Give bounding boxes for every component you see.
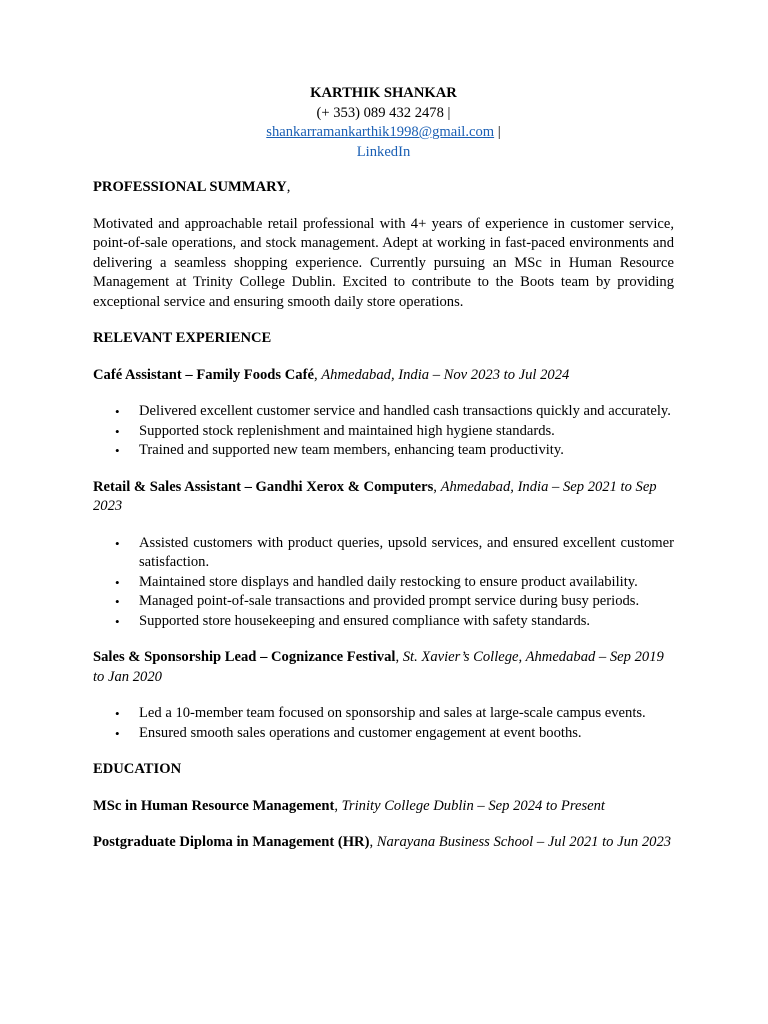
job-title [93,366,674,386]
bullet-text: Delivered excellent customer service and handled cash transactions quickly and accurately. [139,403,671,419]
summary-text: Motivated and approachable retail professional with 4+ years of experience in customer service, point-of-sale operations, and stock management. Adept at working in fast-paced environments and delivering a seamless shopping experience. Currently pursuing an MSc in Human Resource Management at Trinity College Dublin. Excited to contribute to the Boots team by providing exceptional service and ensuring smooth daily store operations. [93,215,674,310]
list-item [93,612,674,632]
bullet-text: Supported store housekeeping and ensured compliance with safety standards. [139,612,591,629]
experience-list [93,366,674,744]
job-title [93,478,674,517]
list-item [93,573,674,593]
job-bullet-list [93,534,674,632]
bullet-text: Maintained store displays and handled daily restocking to ensure product availability. [139,573,638,590]
job-details: Ahmedabad, India – Sep 2021 to Sep 2023 [93,478,657,514]
education-item [93,797,674,817]
job-bullet-list [93,704,674,743]
linkedin-link[interactable]: LinkedIn [356,143,411,160]
bullet-text: Managed point-of-sale transactions and provided prompt service during busy periods. [139,593,640,609]
list-item [93,724,674,744]
degree-separator: , [369,834,377,850]
bullet-icon: • [115,404,120,419]
email-link[interactable]: shankarramankarthik1998@gmail.com [266,124,495,140]
job-details: St. Xavier’s College, Ahmedabad – Sep 2019 to Jan 2020 [93,649,664,685]
bullet-text: Trained and supported new team members, enhancing team productivity. [139,442,564,458]
degree-details: Narayana Business School – Jul 2021 to Jun 2023 [376,834,672,850]
list-item [93,422,674,442]
bullet-icon: • [115,535,120,551]
bullet-icon: • [115,725,120,741]
bullet-text: Ensured smooth sales operations and customer engagement at event booths. [139,724,582,741]
job-title [93,648,674,687]
job-separator: , [433,478,441,495]
bullet-icon: • [115,443,120,458]
bullet-text: Supported stock replenishment and maintained high hygiene standards. [139,422,555,439]
candidate-name: KARTHIK SHANKAR [310,85,457,101]
bullet-icon: • [115,423,120,439]
bullet-text: Led a 10-member team focused on sponsorship and sales at large-scale campus events. [139,705,646,721]
degree-details: Trinity College Dublin – Sep 2024 to Present [341,797,605,814]
degree-name: Postgraduate Diploma in Management (HR) [93,834,370,850]
job-details: Ahmedabad, India – Nov 2023 to Jul 2024 [321,366,570,383]
bullet-icon: • [115,574,120,590]
degree-separator: , [334,797,342,814]
email-line [93,123,674,143]
summary-title: PROFESSIONAL SUMMARY [93,179,287,195]
job-role: Café Assistant – Family Foods Café [93,366,314,383]
education-list [93,797,674,853]
phone-number: (+ 353) 089 432 2478 | [316,104,451,121]
bullet-icon: • [115,613,120,629]
list-item [93,534,674,573]
bullet-icon: • [115,706,120,721]
education-heading: EDUCATION [93,761,182,777]
list-item [93,704,674,724]
bullet-icon: • [115,594,120,609]
list-item [93,592,674,612]
resume-page [93,84,674,870]
email-separator: | [494,124,501,140]
job-role: Sales & Sponsorship Lead – Cognizance Festival [93,649,396,665]
job-separator: , [313,366,322,383]
job-role: Retail & Sales Assistant – Gandhi Xerox & Computers [93,478,434,495]
bullet-text: Assisted customers with product queries, upsold services, and ensured excellent customer satisfaction. [139,534,674,570]
resume-header [93,84,674,162]
job-bullet-list [93,402,674,461]
list-item [93,402,674,422]
list-item [93,441,674,461]
summary-heading [93,178,674,198]
experience-heading: RELEVANT EXPERIENCE [93,330,272,346]
degree-name: MSc in Human Resource Management [93,797,335,814]
education-item [93,833,674,853]
summary-title-suffix: , [286,179,291,195]
job-separator: , [395,649,403,665]
